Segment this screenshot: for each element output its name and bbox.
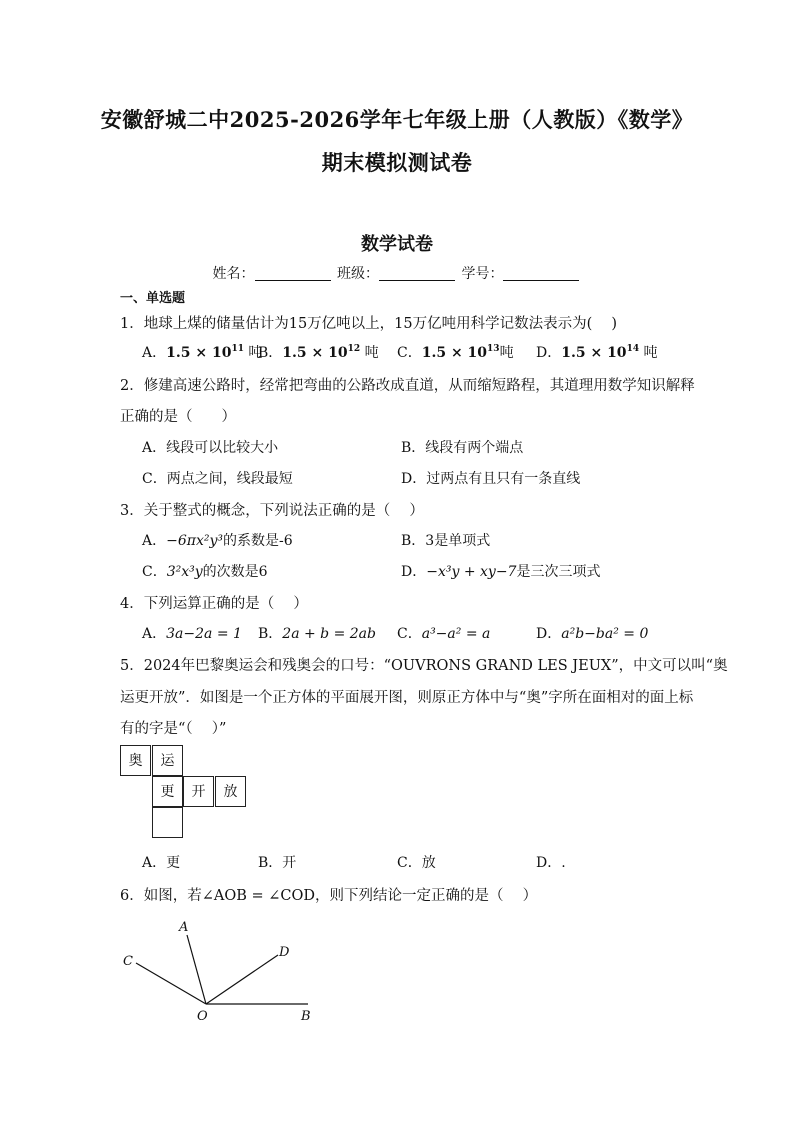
question-3-option-d: D．−x³y + xy−7是三次三项式	[401, 564, 601, 580]
question-5-stem-line2: 运更开放”．如图是一个正方体的平面展开图，则原正方体中与“奥”字所在面相对的面上标	[120, 690, 694, 706]
question-4-option-b: B．2a + b = 2ab	[258, 626, 376, 642]
question-4-option-d: D．a²b−ba² = 0	[536, 626, 649, 642]
name-blank[interactable]	[255, 266, 331, 281]
label-o: O	[197, 1009, 208, 1024]
question-5-stem-line1: 5．2024年巴黎奥运会和残奥会的口号：“OUVRONS GRAND LES JEUX”，中文可以叫“奥	[120, 658, 728, 674]
question-3-option-b: B．3是单项式	[401, 533, 491, 549]
question-5-option-b: B．开	[258, 855, 297, 871]
question-5-option-c: C．放	[397, 855, 436, 871]
net-cell: 奥	[120, 745, 151, 776]
question-2-option-c: C．两点之间，线段最短	[142, 471, 293, 487]
label-a: A	[179, 920, 189, 935]
question-2-stem-line1: 2．修建高速公路时，经常把弯曲的公路改成直道，从而缩短路程，其道理用数学知识解释	[120, 378, 695, 394]
question-2-option-d: D．过两点有且只有一条直线	[401, 471, 581, 487]
question-2-stem-line2: 正确的是（ ）	[120, 409, 236, 425]
section-heading: 一、单选题	[120, 291, 186, 306]
net-cell: 运	[152, 745, 183, 776]
label-c: C	[123, 954, 133, 969]
net-cell	[152, 807, 183, 838]
net-cell: 放	[215, 776, 246, 807]
id-blank[interactable]	[503, 266, 579, 281]
page-title-line2: 期末模拟测试卷	[321, 150, 473, 175]
question-5-stem-line3: 有的字是“（ ）”	[120, 721, 227, 737]
question-1-stem: 1．地球上煤的储量估计为15万亿吨以上，15万亿吨用科学记数法表示为( )	[120, 316, 618, 332]
question-6-stem: 6．如图，若∠AOB = ∠COD，则下列结论一定正确的是（ ）	[120, 888, 538, 904]
question-3-stem: 3．关于整式的概念，下列说法正确的是（ ）	[120, 503, 424, 519]
net-cell: 更	[152, 776, 183, 807]
question-1-option-c: C．$1.5 \times 10^{13}$吨	[397, 344, 514, 361]
class-label: 班级：	[337, 266, 379, 282]
ray-oa	[187, 935, 206, 1004]
question-4-option-a: A．3a−2a = 1	[142, 626, 242, 642]
question-2-option-a: A．线段可以比较大小	[142, 440, 279, 456]
label-b: B	[301, 1009, 311, 1024]
page-title-line1: 安徽舒城二中2025-2026学年七年级上册（人教版）《数学》	[100, 107, 694, 132]
question-4-stem: 4．下列运算正确的是（ ）	[120, 596, 308, 612]
student-info-row	[0, 263, 794, 283]
class-blank[interactable]	[379, 266, 455, 281]
question-5-option-a: A．更	[142, 855, 181, 871]
net-cell: 开	[183, 776, 214, 807]
label-d: D	[279, 945, 290, 960]
question-4-option-c: C．a³−a² = a	[397, 626, 491, 642]
exam-subtitle: 数学试卷	[361, 234, 433, 255]
id-label: 学号：	[461, 266, 504, 282]
ray-oc	[136, 963, 206, 1004]
question-1-option-d: D．$1.5 \times 10^{14}$ 吨	[536, 344, 658, 361]
question-3-option-c: C．3²x³y的次数是6	[142, 564, 268, 580]
question-3-option-a: A．−6πx²y³的系数是-6	[142, 533, 293, 549]
question-1-option-b: B．$1.5 \times 10^{12}$ 吨	[258, 344, 379, 361]
question-2-option-b: B．线段有两个端点	[401, 440, 524, 456]
name-label: 姓名：	[212, 266, 255, 282]
question-1-option-a: A．$1.5 \times 10^{11}$ 吨	[142, 344, 263, 361]
question-5-option-d: D．.	[536, 855, 566, 871]
ray-od	[206, 955, 278, 1004]
